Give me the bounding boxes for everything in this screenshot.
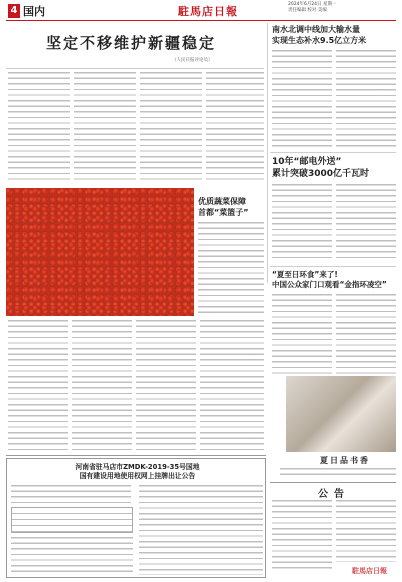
page-number: 4 — [8, 4, 20, 18]
ad-table — [11, 507, 133, 533]
water-article-column-1 — [272, 50, 332, 148]
summer-article-title — [272, 270, 387, 290]
express-article-column-2 — [336, 184, 396, 262]
main-article-title: 坚定不移维护新疆稳定 — [46, 34, 217, 52]
reading-photo-title: 夏日品书香 — [320, 456, 370, 465]
vegetable-photo-caption — [198, 222, 264, 316]
water-article-title — [272, 24, 366, 46]
ad-title — [35, 463, 240, 481]
date-line: 2024年6月24日 星期一 — [288, 2, 337, 7]
ad-top-rule — [6, 455, 266, 456]
vegetable-title-line-1: 优质蔬菜保障 — [198, 197, 246, 206]
section-name: 国内 — [23, 5, 45, 18]
main-article-byline: （人民日报评论员） — [172, 58, 213, 63]
tomato-photo — [6, 188, 194, 316]
notice-top-rule — [270, 482, 396, 483]
vegetable-article-column-3 — [136, 320, 196, 450]
header-rule — [6, 20, 396, 21]
editor-line: 责任编辑 校对 美编 — [288, 8, 327, 13]
main-article-column-1 — [8, 72, 70, 184]
ad-intro-text — [11, 485, 131, 505]
date-block — [288, 2, 336, 14]
main-article-column-4 — [206, 72, 264, 184]
express-title-line-2: 累计突破3000亿千瓦时 — [272, 169, 370, 179]
summer-top-rule — [270, 266, 396, 267]
main-article-column-3 — [140, 72, 202, 184]
newspaper-logo: 駐馬店日報 — [178, 5, 238, 18]
reading-photo — [286, 376, 396, 452]
reading-photo-caption — [280, 468, 396, 478]
summer-title-line-1: “夏至日环食”来了! — [272, 270, 338, 279]
vegetable-article-column-4 — [200, 320, 264, 450]
ad-text-left — [11, 537, 133, 575]
ad-title-line-2: 国有建设用地使用权网上挂牌出让公告 — [79, 472, 196, 480]
ad-title-line-1: 河南省驻马店市ZMDK-2019-35号国地 — [75, 463, 200, 471]
main-title-box — [6, 23, 264, 69]
vegetable-article-column-2 — [72, 320, 132, 450]
water-title-line-1: 南水北调中线加大输水量 — [272, 25, 360, 34]
express-top-rule — [270, 152, 396, 153]
vegetable-title-line-2: 首都“菜篮子” — [198, 208, 249, 217]
water-title-line-2: 实现生态补水9.5亿立方米 — [272, 36, 367, 45]
summer-title-line-2: 中国公众家门口观看“金指环凌空” — [272, 280, 387, 289]
main-article-column-2 — [74, 72, 136, 184]
summer-article-column-2 — [336, 294, 396, 374]
vegetable-article-column-1 — [8, 320, 68, 450]
express-title-line-1: 10年“邮电外送” — [272, 157, 342, 167]
footer-watermark-logo: 駐馬店日報 — [352, 566, 387, 575]
vegetable-article-title — [198, 196, 249, 218]
summer-article-column-1 — [272, 294, 332, 374]
ad-text-right — [139, 485, 263, 575]
right-column-divider — [267, 23, 268, 283]
express-article-title — [272, 156, 369, 180]
notice-column-2 — [336, 500, 396, 562]
notice-title: 公告 — [318, 489, 350, 500]
land-auction-ad — [6, 458, 266, 578]
water-article-column-2 — [336, 50, 396, 148]
notice-column-1 — [272, 500, 332, 572]
express-article-column-1 — [272, 184, 332, 262]
